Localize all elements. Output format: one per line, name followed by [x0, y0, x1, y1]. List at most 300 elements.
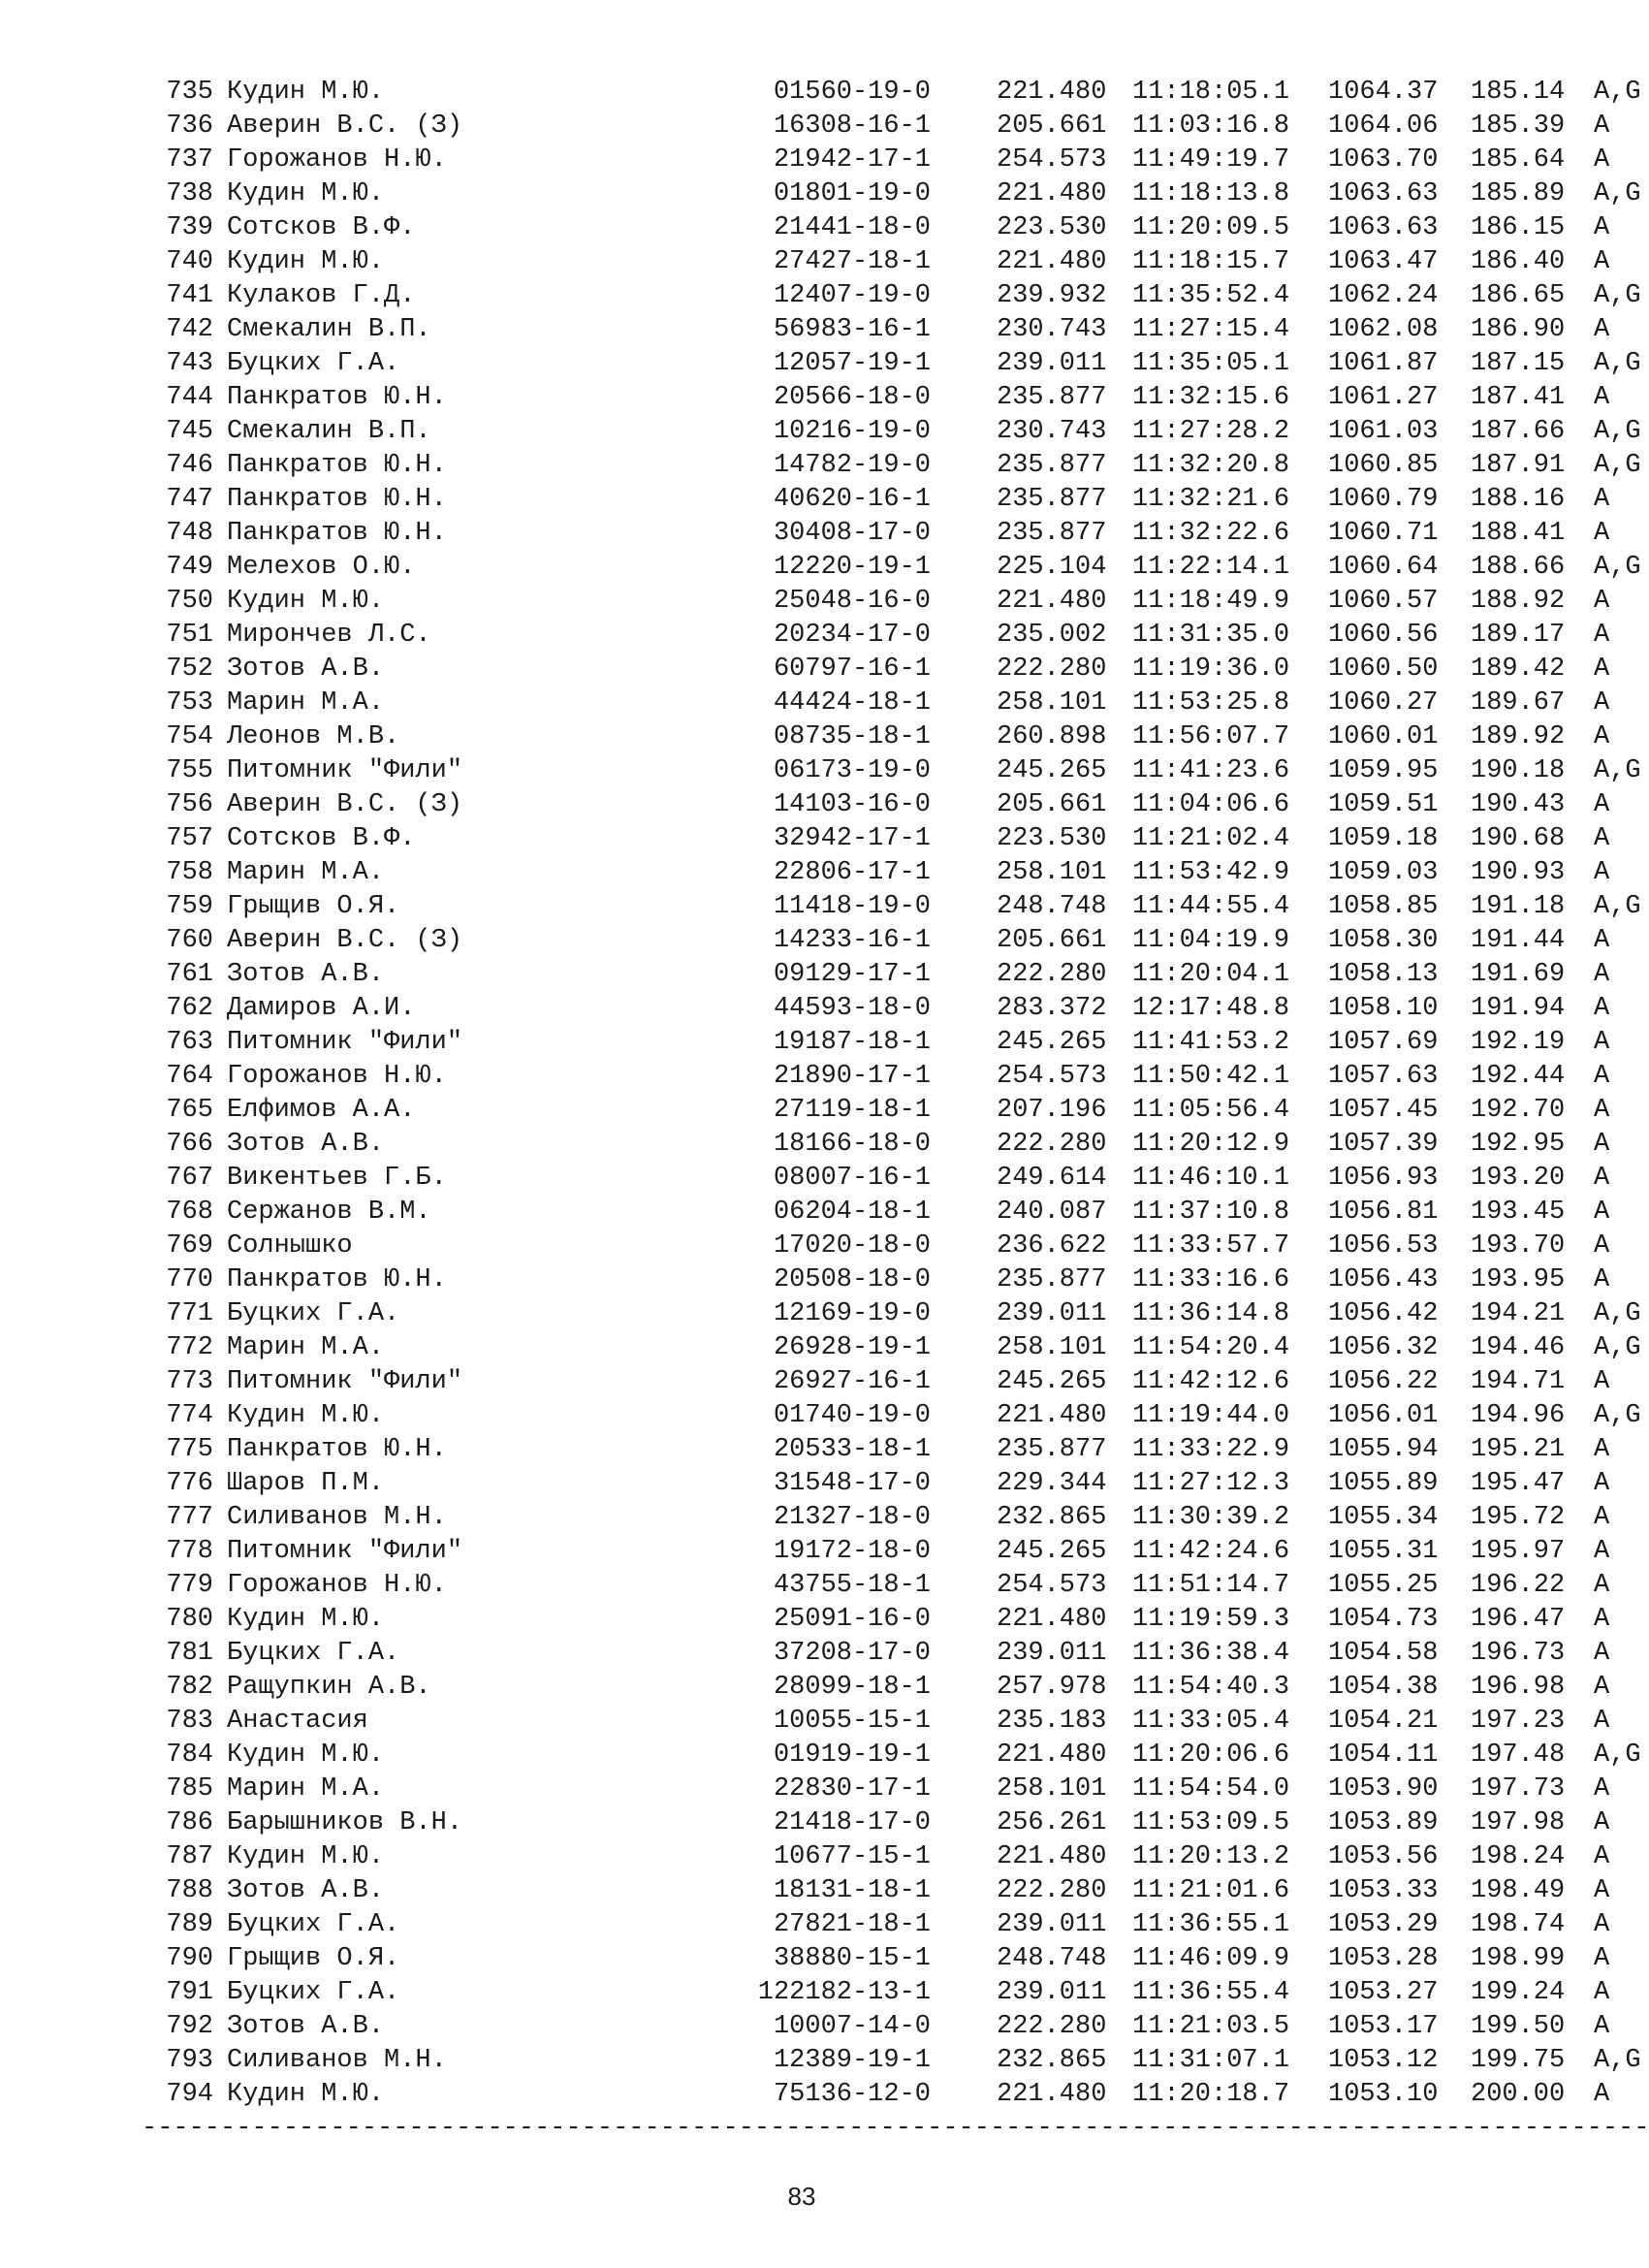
- points: 197.48: [1471, 1741, 1566, 1770]
- row-number: 739: [166, 213, 213, 242]
- points: 198.74: [1471, 1910, 1566, 1939]
- ring-number: 21942-17-1: [773, 145, 931, 175]
- flags: A: [1594, 315, 1610, 344]
- flags: A,G: [1594, 1401, 1641, 1430]
- flags: A: [1594, 1231, 1610, 1261]
- distance: 245.265: [997, 1028, 1107, 1057]
- speed: 1053.90: [1328, 1774, 1439, 1804]
- ring-number: 18131-18-1: [773, 1876, 931, 1905]
- points: 191.18: [1471, 892, 1566, 921]
- flags: A: [1594, 1537, 1610, 1566]
- speed: 1059.95: [1328, 756, 1439, 785]
- flags: A: [1594, 1028, 1610, 1057]
- flags: A,G: [1594, 179, 1641, 208]
- points: 192.44: [1471, 1062, 1566, 1091]
- flags: A: [1594, 1469, 1610, 1498]
- row-number: 753: [166, 688, 213, 718]
- arrival-time: 12:17:48.8: [1132, 994, 1290, 1023]
- owner-name: Силиванов М.Н.: [227, 2046, 447, 2075]
- arrival-time: 11:21:01.6: [1132, 1876, 1290, 1905]
- speed: 1056.53: [1328, 1231, 1439, 1261]
- arrival-time: 11:49:19.7: [1132, 145, 1290, 175]
- points: 195.97: [1471, 1537, 1566, 1566]
- distance: 235.877: [997, 451, 1107, 480]
- ring-number: 11418-19-0: [773, 892, 931, 921]
- distance: 222.280: [997, 960, 1107, 989]
- table-separator-line: ------------------------------------------------------------------------------------------------: [142, 2114, 1649, 2143]
- speed: 1055.94: [1328, 1435, 1439, 1464]
- row-number: 744: [166, 383, 213, 412]
- row-number: 794: [166, 2080, 213, 2109]
- distance: 239.011: [997, 1910, 1107, 1939]
- owner-name: Питомник "Фили": [227, 1367, 463, 1396]
- ring-number: 27427-18-1: [773, 247, 931, 276]
- speed: 1057.69: [1328, 1028, 1439, 1057]
- flags: A,G: [1594, 1299, 1641, 1328]
- ring-number: 44593-18-0: [773, 994, 931, 1023]
- flags: A: [1594, 1639, 1610, 1668]
- ring-number: 20533-18-1: [773, 1435, 931, 1464]
- distance: 222.280: [997, 2012, 1107, 2041]
- points: 187.66: [1471, 417, 1566, 446]
- arrival-time: 11:56:07.7: [1132, 722, 1290, 751]
- arrival-time: 11:18:05.1: [1132, 78, 1290, 107]
- distance: 205.661: [997, 112, 1107, 141]
- arrival-time: 11:36:55.4: [1132, 1978, 1290, 2007]
- ring-number: 21441-18-0: [773, 213, 931, 242]
- arrival-time: 11:53:42.9: [1132, 858, 1290, 887]
- arrival-time: 11:18:13.8: [1132, 179, 1290, 208]
- row-number: 767: [166, 1164, 213, 1193]
- ring-number: 25048-16-0: [773, 587, 931, 616]
- flags: A,G: [1594, 892, 1641, 921]
- points: 185.39: [1471, 112, 1566, 141]
- owner-name: Панкратов Ю.Н.: [227, 485, 447, 514]
- ring-number: 40620-16-1: [773, 485, 931, 514]
- row-number: 762: [166, 994, 213, 1023]
- points: 185.89: [1471, 179, 1566, 208]
- row-number: 774: [166, 1401, 213, 1430]
- flags: A: [1594, 1978, 1610, 2007]
- points: 186.90: [1471, 315, 1566, 344]
- points: 187.91: [1471, 451, 1566, 480]
- speed: 1060.64: [1328, 553, 1439, 582]
- row-number: 758: [166, 858, 213, 887]
- flags: A: [1594, 994, 1610, 1023]
- points: 190.43: [1471, 790, 1566, 819]
- arrival-time: 11:44:55.4: [1132, 892, 1290, 921]
- row-number: 763: [166, 1028, 213, 1057]
- owner-name: Кудин М.Ю.: [227, 1741, 385, 1770]
- row-number: 779: [166, 1571, 213, 1600]
- flags: A: [1594, 1673, 1610, 1702]
- owner-name: Смекалин В.П.: [227, 315, 431, 344]
- row-number: 791: [166, 1978, 213, 2007]
- points: 193.20: [1471, 1164, 1566, 1193]
- distance: 235.877: [997, 383, 1107, 412]
- row-number: 783: [166, 1707, 213, 1736]
- owner-name: Солнышко: [227, 1231, 353, 1261]
- speed: 1060.57: [1328, 587, 1439, 616]
- distance: 245.265: [997, 1367, 1107, 1396]
- distance: 258.101: [997, 688, 1107, 718]
- arrival-time: 11:41:53.2: [1132, 1028, 1290, 1057]
- speed: 1053.89: [1328, 1808, 1439, 1837]
- arrival-time: 11:32:22.6: [1132, 519, 1290, 548]
- owner-name: Грыщив О.Я.: [227, 892, 400, 921]
- distance: 254.573: [997, 1571, 1107, 1600]
- ring-number: 12389-19-1: [773, 2046, 931, 2075]
- arrival-time: 11:21:02.4: [1132, 824, 1290, 853]
- arrival-time: 11:50:42.1: [1132, 1062, 1290, 1091]
- owner-name: Сотсков В.Ф.: [227, 213, 416, 242]
- points: 194.96: [1471, 1401, 1566, 1430]
- flags: A: [1594, 485, 1610, 514]
- distance: 221.480: [997, 78, 1107, 107]
- ring-number: 08735-18-1: [773, 722, 931, 751]
- arrival-time: 11:18:49.9: [1132, 587, 1290, 616]
- speed: 1058.85: [1328, 892, 1439, 921]
- distance: 239.011: [997, 1299, 1107, 1328]
- ring-number: 19172-18-0: [773, 1537, 931, 1566]
- row-number: 743: [166, 349, 213, 378]
- arrival-time: 11:35:52.4: [1132, 281, 1290, 310]
- distance: 222.280: [997, 1130, 1107, 1159]
- speed: 1058.10: [1328, 994, 1439, 1023]
- ring-number: 06204-18-1: [773, 1198, 931, 1227]
- distance: 223.530: [997, 213, 1107, 242]
- speed: 1053.33: [1328, 1876, 1439, 1905]
- speed: 1053.17: [1328, 2012, 1439, 2041]
- row-number: 772: [166, 1333, 213, 1362]
- speed: 1061.27: [1328, 383, 1439, 412]
- distance: 258.101: [997, 1774, 1107, 1804]
- flags: A: [1594, 1944, 1610, 1973]
- ring-number: 12169-19-0: [773, 1299, 931, 1328]
- speed: 1062.08: [1328, 315, 1439, 344]
- points: 189.67: [1471, 688, 1566, 718]
- row-number: 782: [166, 1673, 213, 1702]
- ring-number: 26927-16-1: [773, 1367, 931, 1396]
- ring-number: 60797-16-1: [773, 655, 931, 684]
- row-number: 777: [166, 1503, 213, 1532]
- points: 186.15: [1471, 213, 1566, 242]
- owner-name: Марин М.А.: [227, 688, 385, 718]
- row-number: 788: [166, 1876, 213, 1905]
- row-number: 793: [166, 2046, 213, 2075]
- points: 192.95: [1471, 1130, 1566, 1159]
- flags: A: [1594, 247, 1610, 276]
- flags: A: [1594, 519, 1610, 548]
- speed: 1058.30: [1328, 926, 1439, 955]
- flags: A: [1594, 858, 1610, 887]
- arrival-time: 11:20:12.9: [1132, 1130, 1290, 1159]
- ring-number: 01560-19-0: [773, 78, 931, 107]
- owner-name: Грыщив О.Я.: [227, 1944, 400, 1973]
- points: 190.18: [1471, 756, 1566, 785]
- arrival-time: 11:19:36.0: [1132, 655, 1290, 684]
- arrival-time: 11:20:18.7: [1132, 2080, 1290, 2109]
- distance: 221.480: [997, 587, 1107, 616]
- speed: 1063.47: [1328, 247, 1439, 276]
- row-number: 749: [166, 553, 213, 582]
- row-number: 740: [166, 247, 213, 276]
- arrival-time: 11:41:23.6: [1132, 756, 1290, 785]
- distance: 230.743: [997, 315, 1107, 344]
- speed: 1055.34: [1328, 1503, 1439, 1532]
- row-number: 787: [166, 1842, 213, 1871]
- owner-name: Буцких Г.А.: [227, 349, 400, 378]
- points: 192.19: [1471, 1028, 1566, 1057]
- owner-name: Кулаков Г.Д.: [227, 281, 416, 310]
- points: 193.45: [1471, 1198, 1566, 1227]
- points: 192.70: [1471, 1096, 1566, 1125]
- distance: 235.877: [997, 519, 1107, 548]
- distance: 221.480: [997, 247, 1107, 276]
- owner-name: Марин М.А.: [227, 858, 385, 887]
- points: 196.22: [1471, 1571, 1566, 1600]
- ring-number: 20566-18-0: [773, 383, 931, 412]
- row-number: 735: [166, 78, 213, 107]
- speed: 1056.43: [1328, 1265, 1439, 1294]
- ring-number: 43755-18-1: [773, 1571, 931, 1600]
- row-number: 747: [166, 485, 213, 514]
- arrival-time: 11:42:24.6: [1132, 1537, 1290, 1566]
- owner-name: Панкратов Ю.Н.: [227, 1265, 447, 1294]
- flags: A: [1594, 1876, 1610, 1905]
- points: 185.64: [1471, 145, 1566, 175]
- ring-number: 20508-18-0: [773, 1265, 931, 1294]
- row-number: 792: [166, 2012, 213, 2041]
- flags: A,G: [1594, 756, 1641, 785]
- row-number: 754: [166, 722, 213, 751]
- flags: A,G: [1594, 78, 1641, 107]
- points: 188.92: [1471, 587, 1566, 616]
- ring-number: 27119-18-1: [773, 1096, 931, 1125]
- distance: 239.011: [997, 349, 1107, 378]
- speed: 1055.25: [1328, 1571, 1439, 1600]
- owner-name: Зотов А.В.: [227, 1876, 385, 1905]
- row-number: 766: [166, 1130, 213, 1159]
- points: 189.92: [1471, 722, 1566, 751]
- flags: A: [1594, 2080, 1610, 2109]
- row-number: 769: [166, 1231, 213, 1261]
- speed: 1060.56: [1328, 621, 1439, 650]
- speed: 1054.58: [1328, 1639, 1439, 1668]
- ring-number: 25091-16-0: [773, 1605, 931, 1634]
- points: 188.16: [1471, 485, 1566, 514]
- flags: A,G: [1594, 2046, 1641, 2075]
- owner-name: Питомник "Фили": [227, 756, 463, 785]
- ring-number: 20234-17-0: [773, 621, 931, 650]
- points: 198.99: [1471, 1944, 1566, 1973]
- row-number: 748: [166, 519, 213, 548]
- row-number: 742: [166, 315, 213, 344]
- row-number: 789: [166, 1910, 213, 1939]
- flags: A: [1594, 722, 1610, 751]
- speed: 1059.51: [1328, 790, 1439, 819]
- flags: A: [1594, 1367, 1610, 1396]
- ring-number: 37208-17-0: [773, 1639, 931, 1668]
- owner-name: Кудин М.Ю.: [227, 78, 385, 107]
- row-number: 765: [166, 1096, 213, 1125]
- speed: 1056.93: [1328, 1164, 1439, 1193]
- points: 186.65: [1471, 281, 1566, 310]
- row-number: 757: [166, 824, 213, 853]
- owner-name: Буцких Г.А.: [227, 1978, 400, 2007]
- ring-number: 27821-18-1: [773, 1910, 931, 1939]
- flags: A: [1594, 1707, 1610, 1736]
- flags: A,G: [1594, 1741, 1641, 1770]
- owner-name: Панкратов Ю.Н.: [227, 1435, 447, 1464]
- row-number: 770: [166, 1265, 213, 1294]
- ring-number: 32942-17-1: [773, 824, 931, 853]
- points: 190.68: [1471, 824, 1566, 853]
- row-number: 750: [166, 587, 213, 616]
- ring-number: 10007-14-0: [773, 2012, 931, 2041]
- distance: 254.573: [997, 145, 1107, 175]
- ring-number: 44424-18-1: [773, 688, 931, 718]
- points: 188.66: [1471, 553, 1566, 582]
- arrival-time: 11:31:07.1: [1132, 2046, 1290, 2075]
- points: 189.42: [1471, 655, 1566, 684]
- speed: 1063.63: [1328, 179, 1439, 208]
- arrival-time: 11:27:28.2: [1132, 417, 1290, 446]
- distance: 221.480: [997, 1605, 1107, 1634]
- points: 195.21: [1471, 1435, 1566, 1464]
- ring-number: 10216-19-0: [773, 417, 931, 446]
- speed: 1058.13: [1328, 960, 1439, 989]
- distance: 254.573: [997, 1062, 1107, 1091]
- distance: 240.087: [997, 1198, 1107, 1227]
- flags: A: [1594, 1774, 1610, 1804]
- arrival-time: 11:46:10.1: [1132, 1164, 1290, 1193]
- row-number: 751: [166, 621, 213, 650]
- speed: 1060.79: [1328, 485, 1439, 514]
- ring-number: 10055-15-1: [773, 1707, 931, 1736]
- ring-number: 12057-19-1: [773, 349, 931, 378]
- owner-name: Горожанов Н.Ю.: [227, 145, 447, 175]
- ring-number: 14103-16-0: [773, 790, 931, 819]
- distance: 239.011: [997, 1978, 1107, 2007]
- owner-name: Шаров П.М.: [227, 1469, 385, 1498]
- ring-number: 01801-19-0: [773, 179, 931, 208]
- speed: 1056.81: [1328, 1198, 1439, 1227]
- owner-name: Буцких Г.А.: [227, 1299, 400, 1328]
- distance: 222.280: [997, 655, 1107, 684]
- distance: 221.480: [997, 1741, 1107, 1770]
- row-number: 785: [166, 1774, 213, 1804]
- row-number: 760: [166, 926, 213, 955]
- arrival-time: 11:03:16.8: [1132, 112, 1290, 141]
- page-number: 83: [787, 2182, 816, 2211]
- flags: A: [1594, 621, 1610, 650]
- row-number: 790: [166, 1944, 213, 1973]
- speed: 1055.89: [1328, 1469, 1439, 1498]
- flags: A: [1594, 1164, 1610, 1193]
- speed: 1060.71: [1328, 519, 1439, 548]
- owner-name: Горожанов Н.Ю.: [227, 1062, 447, 1091]
- arrival-time: 11:31:35.0: [1132, 621, 1290, 650]
- speed: 1063.70: [1328, 145, 1439, 175]
- distance: 235.183: [997, 1707, 1107, 1736]
- distance: 235.002: [997, 621, 1107, 650]
- row-number: 756: [166, 790, 213, 819]
- flags: A: [1594, 112, 1610, 141]
- distance: 225.104: [997, 553, 1107, 582]
- owner-name: Смекалин В.П.: [227, 417, 431, 446]
- owner-name: Питомник "Фили": [227, 1537, 463, 1566]
- flags: A: [1594, 1435, 1610, 1464]
- row-number: 775: [166, 1435, 213, 1464]
- owner-name: Аверин В.С. (З): [227, 926, 463, 955]
- row-number: 778: [166, 1537, 213, 1566]
- flags: A: [1594, 1571, 1610, 1600]
- arrival-time: 11:04:19.9: [1132, 926, 1290, 955]
- row-number: 784: [166, 1741, 213, 1770]
- owner-name: Буцких Г.А.: [227, 1639, 400, 1668]
- flags: A,G: [1594, 553, 1641, 582]
- speed: 1056.22: [1328, 1367, 1439, 1396]
- owner-name: Барышников В.Н.: [227, 1808, 463, 1837]
- row-number: 781: [166, 1639, 213, 1668]
- distance: 257.978: [997, 1673, 1107, 1702]
- distance: 221.480: [997, 179, 1107, 208]
- flags: A: [1594, 1910, 1610, 1939]
- owner-name: Ращупкин А.В.: [227, 1673, 431, 1702]
- arrival-time: 11:33:22.9: [1132, 1435, 1290, 1464]
- points: 199.50: [1471, 2012, 1566, 2041]
- distance: 239.932: [997, 281, 1107, 310]
- speed: 1054.38: [1328, 1673, 1439, 1702]
- distance: 235.877: [997, 485, 1107, 514]
- owner-name: Дамиров А.И.: [227, 994, 416, 1023]
- points: 190.93: [1471, 858, 1566, 887]
- distance: 245.265: [997, 1537, 1107, 1566]
- distance: 222.280: [997, 1876, 1107, 1905]
- flags: A: [1594, 2012, 1610, 2041]
- points: 195.47: [1471, 1469, 1566, 1498]
- flags: A,G: [1594, 281, 1641, 310]
- owner-name: Горожанов Н.Ю.: [227, 1571, 447, 1600]
- distance: 232.865: [997, 1503, 1107, 1532]
- arrival-time: 11:20:06.6: [1132, 1741, 1290, 1770]
- row-number: 786: [166, 1808, 213, 1837]
- distance: 205.661: [997, 926, 1107, 955]
- arrival-time: 11:33:05.4: [1132, 1707, 1290, 1736]
- owner-name: Сержанов В.М.: [227, 1198, 431, 1227]
- owner-name: Питомник "Фили": [227, 1028, 463, 1057]
- owner-name: Панкратов Ю.Н.: [227, 383, 447, 412]
- owner-name: Анастасия: [227, 1707, 368, 1736]
- row-number: 738: [166, 179, 213, 208]
- row-number: 764: [166, 1062, 213, 1091]
- flags: A: [1594, 824, 1610, 853]
- ring-number: 21418-17-0: [773, 1808, 931, 1837]
- arrival-time: 11:42:12.6: [1132, 1367, 1290, 1396]
- speed: 1060.27: [1328, 688, 1439, 718]
- distance: 258.101: [997, 858, 1107, 887]
- ring-number: 21327-18-0: [773, 1503, 931, 1532]
- arrival-time: 11:20:04.1: [1132, 960, 1290, 989]
- owner-name: Кудин М.Ю.: [227, 1842, 385, 1871]
- flags: A: [1594, 926, 1610, 955]
- arrival-time: 11:53:25.8: [1132, 688, 1290, 718]
- owner-name: Зотов А.В.: [227, 2012, 385, 2041]
- arrival-time: 11:05:56.4: [1132, 1096, 1290, 1125]
- flags: A: [1594, 1096, 1610, 1125]
- flags: A: [1594, 1062, 1610, 1091]
